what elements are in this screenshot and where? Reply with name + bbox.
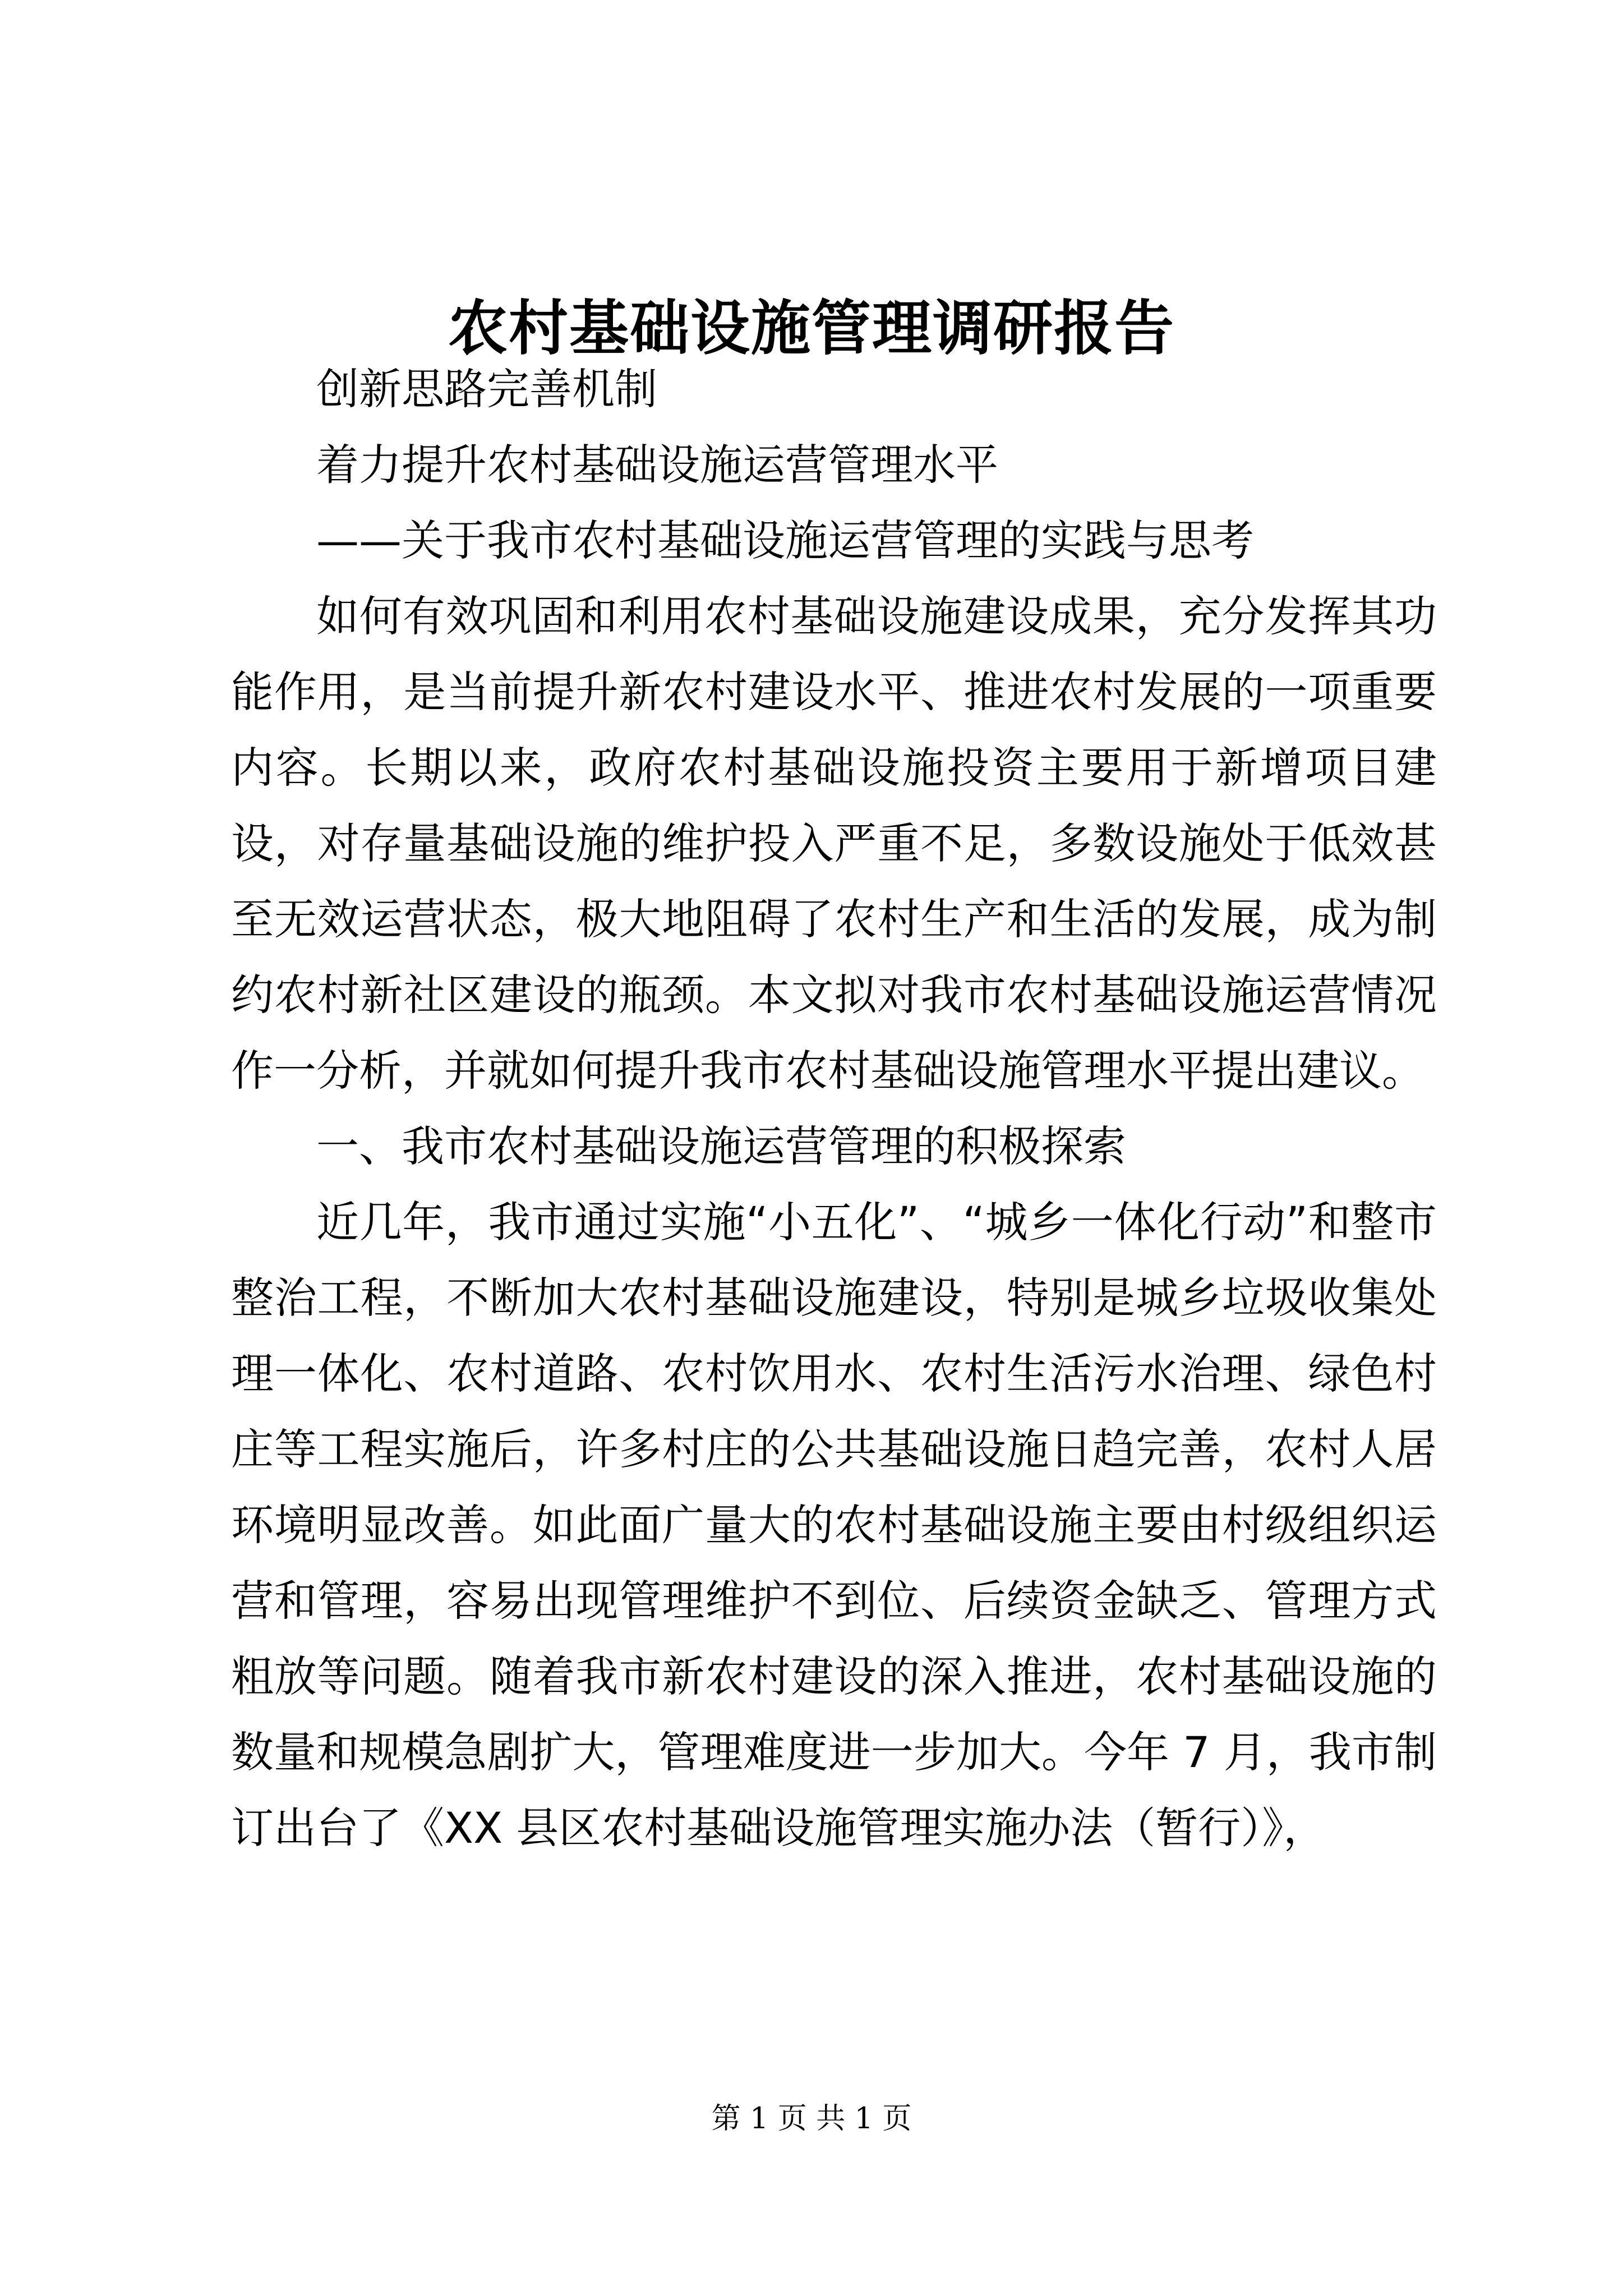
document-body [231,351,1437,1866]
page-footer: 第 1 页 共 1 页 [711,2102,912,2136]
subtitle-line-2: 着力提升农村基础设施运营管理水平 [316,440,998,490]
subtitle-line-1: 创新思路完善机制 [316,364,657,414]
subtitle-line-3: ——关于我市农村基础设施运营管理的实践与思考 [316,516,1254,565]
document-title: 农村基础设施管理调研报告 [448,293,1175,363]
section-paragraph-1: 近几年，我市通过实施“小五化”、“城乡一体化行动”和整市整治工程，不断加大农村基础设施建设，特别是城乡垃圾收集处理一体化、农村道路、农村饮用水、农村生活污水治理、绿色村庄等工程实施后，许多村庄的公共基础设施日趋完善，农村人居环境明显改善。如此面广量大的农村基础设施主要由村级组织运营和管理，容易出现管理维护不到位、后续资金缺乏、管理方式粗放等问题。随着我市新农村建设的深入推进，农村基础设施的数量和规模急剧扩大，管理难度进一步加大。今年 7 月，我市制订出台了《XX 县区农村基础设施管理实施办法（暂行）》， [231,1197,1437,1853]
section-heading-1: 一、我市农村基础设施运营管理的积极探索 [316,1121,1126,1171]
intro-paragraph: 如何有效巩固和利用农村基础设施建设成果，充分发挥其功能作用，是当前提升新农村建设水平、推进农村发展的一项重要内容。长期以来，政府农村基础设施投资主要用于新增项目建设，对存量基础设施的维护投入严重不足，多数设施处于低效甚至无效运营状态，极大地阻碍了农村生产和生活的发展，成为制约农村新社区建设的瓶颈。本文拟对我市农村基础设施运营情况作一分析，并就如何提升我市农村基础设施管理水平提出建议。 [231,591,1437,1096]
